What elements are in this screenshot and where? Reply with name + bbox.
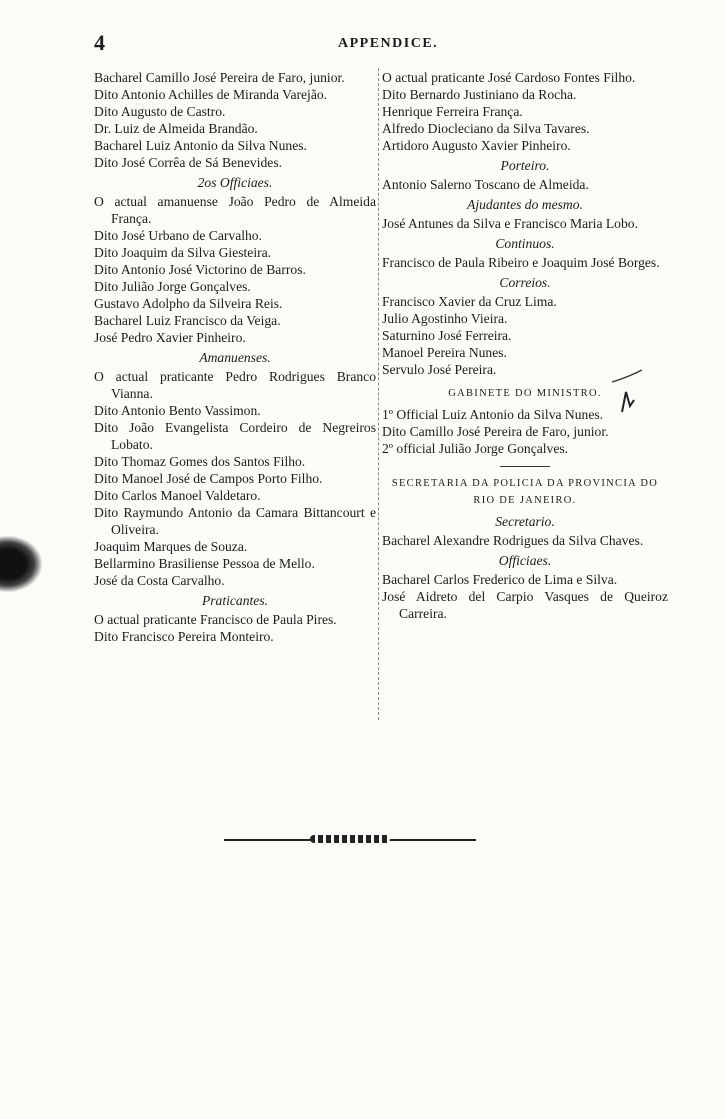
entry-line: Dito José Corrêa de Sá Benevides. [94, 155, 283, 170]
column-divider [378, 68, 379, 720]
section-heading-caps: SECRETARIA DA POLICIA DA PROVINCIA DO RIO DE JANEIRO. [391, 478, 659, 506]
entry-list [382, 176, 668, 193]
entry-line: Artidoro Augusto Xavier Pinheiro. [382, 138, 571, 153]
right-column [382, 69, 668, 622]
entry-line: Dito João Evangelista Cordeiro de Negreiros Lobato. [94, 420, 376, 452]
ornamental-rule [224, 834, 476, 846]
entry-line: 1º Official Luiz Antonio da Silva Nunes. [382, 407, 604, 422]
entry-line: Dito Antonio José Victorino de Barros. [94, 262, 306, 277]
section-heading: Secretario. [495, 514, 555, 529]
entry-list [382, 69, 668, 154]
entry-line: Bacharel Luiz Antonio da Silva Nunes. [94, 138, 307, 153]
section-rule [500, 466, 550, 467]
entry-line: Dito Camillo José Pereira de Faro, junior. [382, 424, 609, 439]
entry-list [94, 611, 376, 645]
entry-line: 2º official Julião Jorge Gonçalves. [382, 441, 569, 456]
entry-line: Dito Francisco Pereira Monteiro. [94, 629, 274, 644]
entry-line: Dito Antonio Achilles de Miranda Varejão. [94, 87, 328, 102]
entry-line: O actual praticante Francisco de Paula Pires. [94, 612, 337, 627]
entry-line: Henrique Ferreira França. [382, 104, 523, 119]
entry-line: O actual praticante Pedro Rodrigues Branco Vianna. [94, 369, 376, 401]
pen-mark-icon [608, 366, 648, 416]
entry-list [382, 571, 668, 622]
entry-line: O actual amanuense João Pedro de Almeida França. [94, 194, 376, 226]
entry-line: José Antunes da Silva e Francisco Maria Lobo. [382, 216, 638, 231]
section-heading: Praticantes. [201, 593, 269, 608]
entry-line: Bacharel Alexandre Rodrigues da Silva Chaves. [382, 533, 644, 548]
entry-list [94, 69, 376, 171]
entry-list [382, 532, 668, 549]
entry-line: Dito Augusto de Castro. [94, 104, 226, 119]
entry-list [94, 368, 376, 589]
entry-line: José Pedro Xavier Pinheiro. [94, 330, 246, 345]
entry-line: Alfredo Diocleciano da Silva Tavares. [382, 121, 590, 136]
entry-line: José da Costa Carvalho. [94, 573, 225, 588]
entry-line: Servulo José Pereira. [382, 362, 497, 377]
entry-list [94, 193, 376, 346]
entry-line: Saturnino José Ferreira. [382, 328, 512, 343]
entry-line: Dito Carlos Manoel Valdetaro. [94, 488, 261, 503]
entry-line: Bacharel Camillo José Pereira de Faro, junior. [94, 70, 345, 85]
entry-line: Bacharel Luiz Francisco da Veiga. [94, 313, 281, 328]
entry-line: O actual praticante José Cardoso Fontes Filho. [382, 70, 636, 85]
entry-line: Bellarmino Brasiliense Pessoa de Mello. [94, 556, 315, 571]
section-heading: Correios. [499, 275, 551, 290]
entry-line: José Aidreto del Carpio Vasques de Queiroz Carreira. [382, 589, 668, 621]
entry-list [382, 254, 668, 271]
running-head: APPENDICE. [338, 36, 439, 51]
section-heading: Porteiro. [500, 158, 550, 173]
entry-line: Gustavo Adolpho da Silveira Reis. [94, 296, 283, 311]
entry-list [382, 215, 668, 232]
binding-shadow [0, 536, 42, 592]
section-heading: Continuos. [495, 236, 555, 251]
entry-line: Julio Agostinho Vieira. [382, 311, 508, 326]
entry-line: Dito José Urbano de Carvalho. [94, 228, 262, 243]
entry-line: Dr. Luiz de Almeida Brandão. [94, 121, 258, 136]
entry-line: Dito Raymundo Antonio da Camara Bittancourt e Oliveira. [94, 505, 376, 537]
page-number: 4 [94, 30, 105, 55]
entry-line: Dito Joaquim da Silva Giesteira. [94, 245, 272, 260]
entry-line: Bacharel Carlos Frederico de Lima e Silva. [382, 572, 618, 587]
entry-line: Francisco de Paula Ribeiro e Joaquim José Borges. [382, 255, 660, 270]
entry-line: Dito Antonio Bento Vassimon. [94, 403, 261, 418]
entry-line: Manoel Pereira Nunes. [382, 345, 507, 360]
ornament-knot [310, 835, 390, 843]
entry-line: Dito Julião Jorge Gonçalves. [94, 279, 251, 294]
entry-line: Joaquim Marques de Souza. [94, 539, 248, 554]
entry-line: Dito Thomaz Gomes dos Santos Filho. [94, 454, 306, 469]
section-heading: Officiaes. [498, 553, 552, 568]
section-heading: Amanuenses. [199, 350, 271, 365]
section-heading-caps: GABINETE DO MINISTRO. [448, 388, 602, 399]
section-heading: Ajudantes do mesmo. [467, 197, 583, 212]
left-column [94, 69, 376, 645]
entry-line: Dito Bernardo Justiniano da Rocha. [382, 87, 577, 102]
entry-line: Francisco Xavier da Cruz Lima. [382, 294, 557, 309]
section-heading: 2os Officiaes. [197, 175, 273, 190]
entry-line: Antonio Salerno Toscano de Almeida. [382, 177, 589, 192]
entry-line: Dito Manoel José de Campos Porto Filho. [94, 471, 323, 486]
